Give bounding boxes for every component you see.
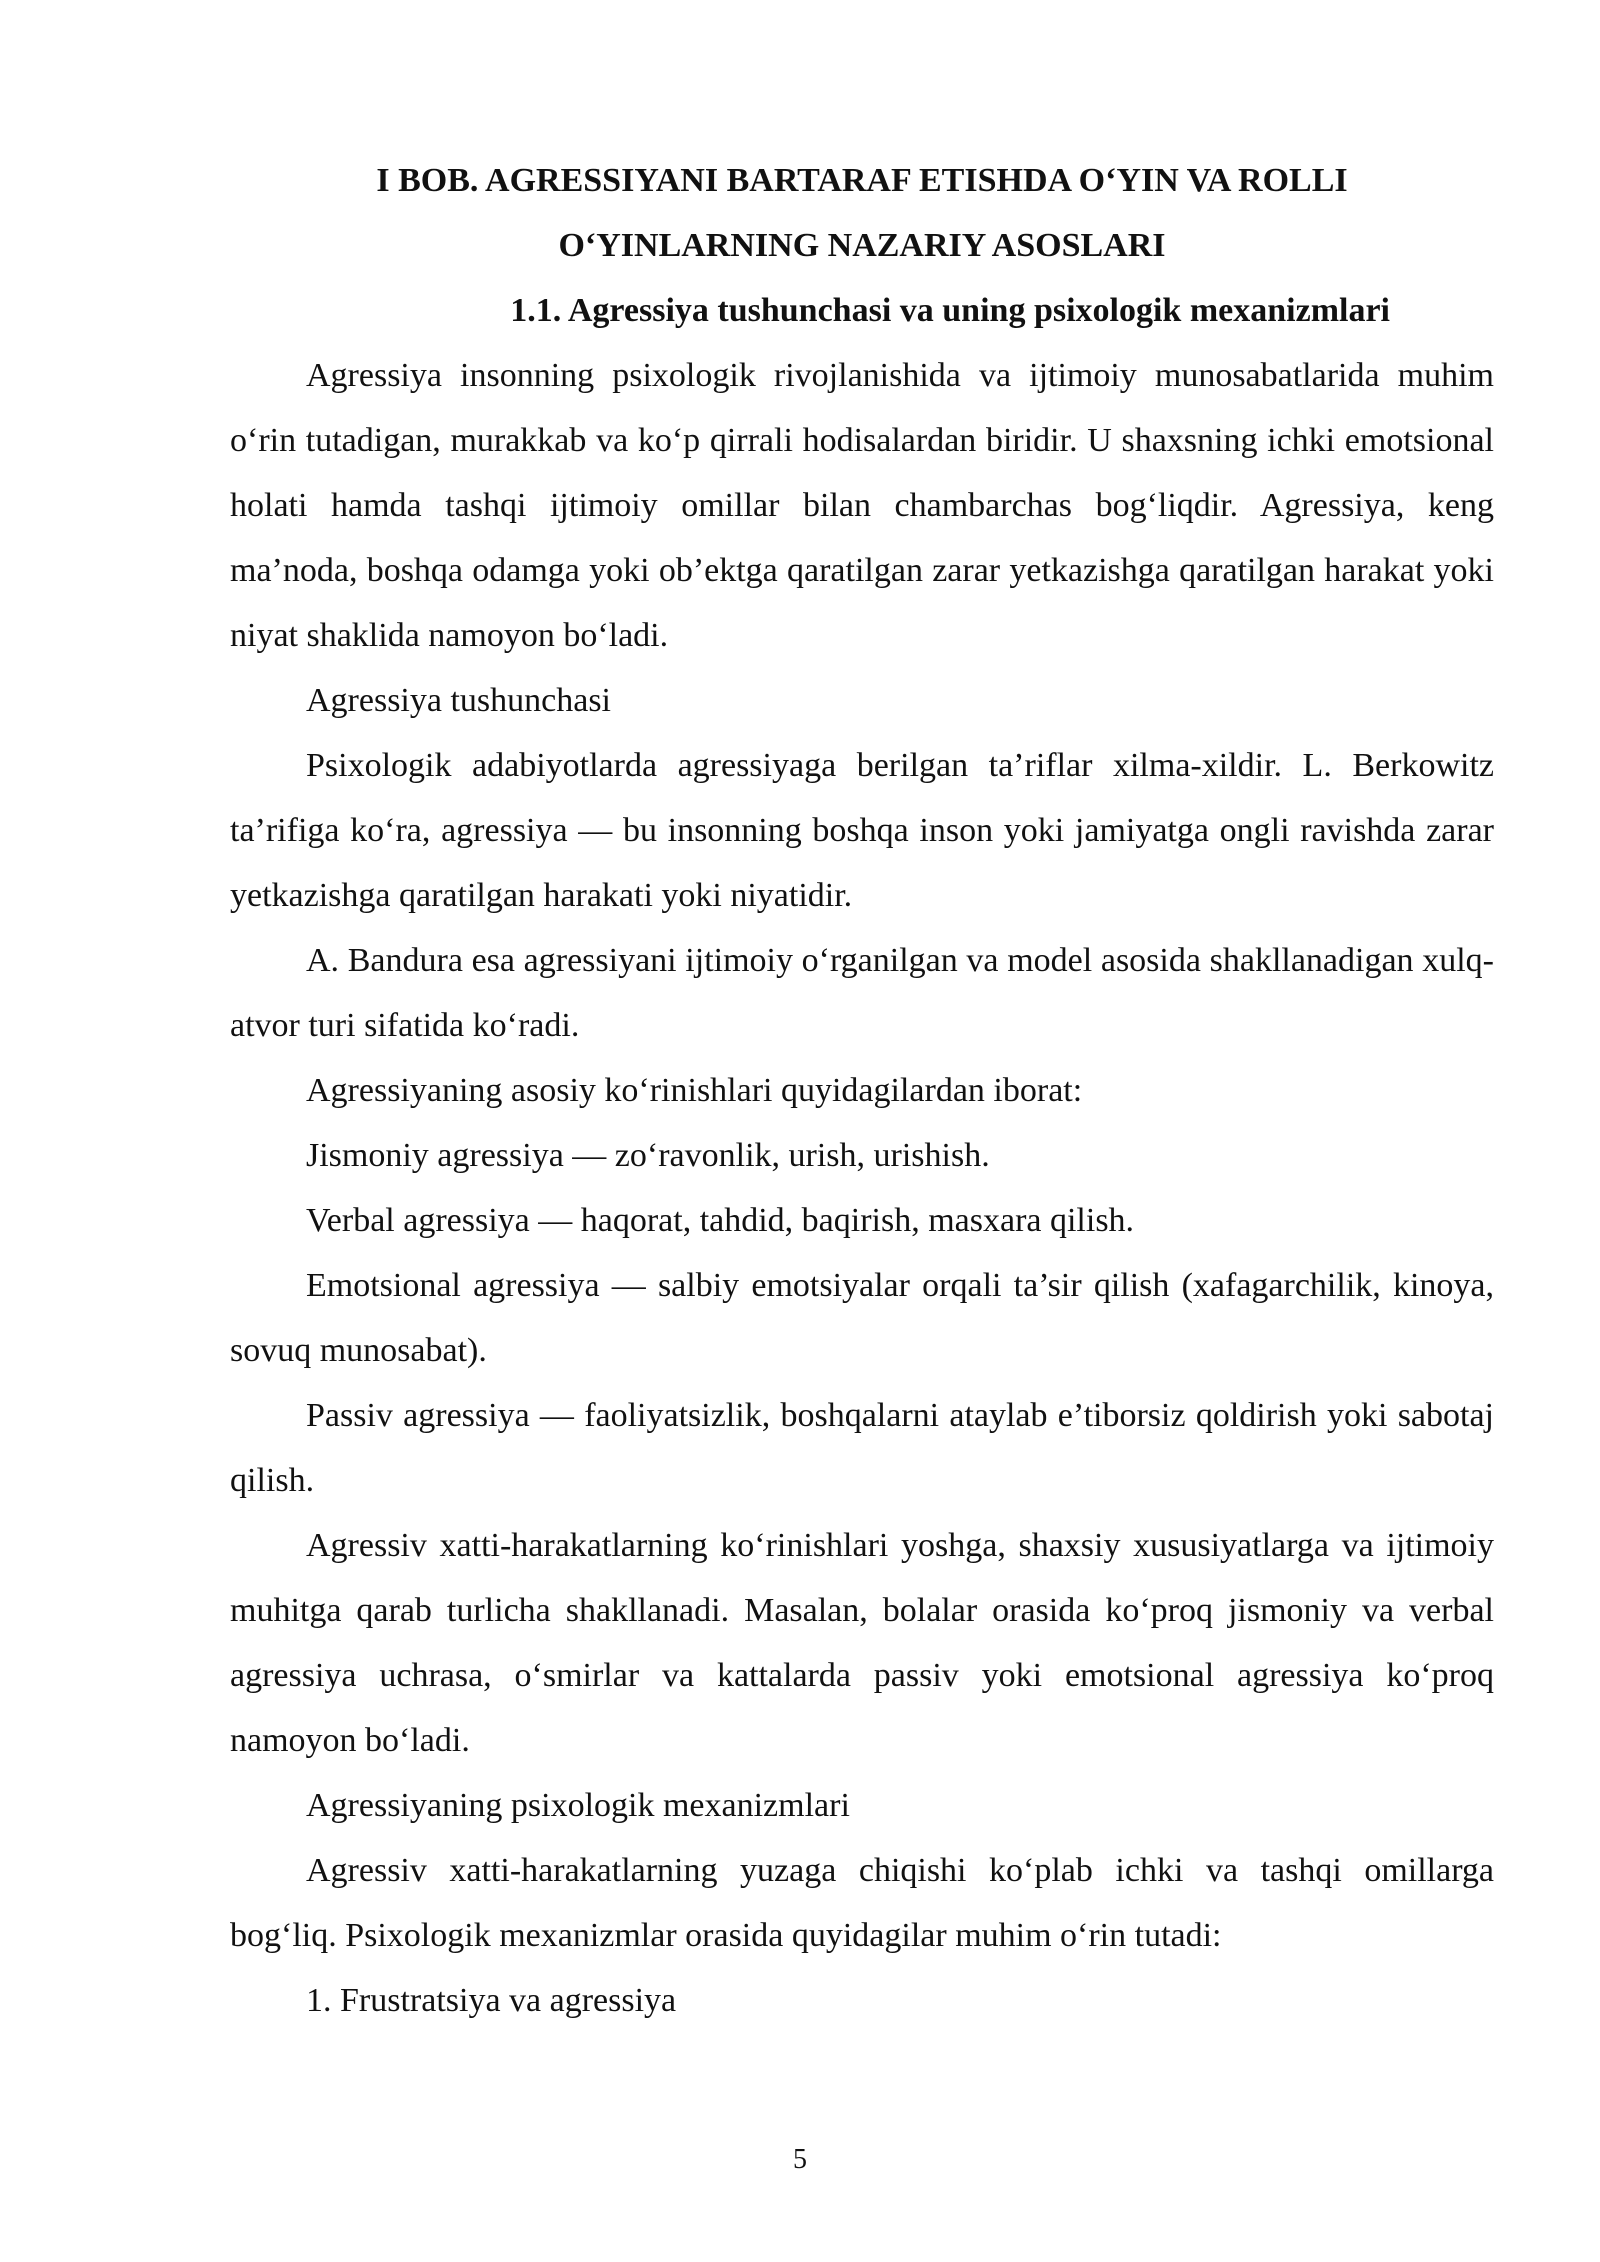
chapter-title-line-1: I BOB. AGRESSIYANI BARTARAF ETISHDA O‘YIN VA ROLLI <box>376 162 1348 199</box>
paragraph-physical-aggression: Jismoniy agressiya — zo‘ravonlik, urish, urishish. <box>306 1137 990 1174</box>
paragraph-berkowitz: Psixologik adabiyotlarda agressiyaga berilgan ta’riflar xilma-xildir. L. Berkowitz ta’rifiga ko‘ra, agressiya — bu insonning boshqa inson yoki jamiyatga ongli ravishda zarar yetkazishga qaratilgan harakati yoki niyatidir. <box>230 747 1494 914</box>
paragraph-mechanisms-intro: Agressiv xatti-harakatlarning yuzaga chiqishi ko‘plab ichki va tashqi omillarga bog‘liq. Psixologik mexanizmlar orasida quyidagilar muhim o‘rin tutadi: <box>230 1852 1494 1954</box>
paragraph-intro: Agressiya insonning psixologik rivojlanishida va ijtimoiy munosabatlarida muhim o‘rin tutadigan, murakkab va ko‘p qirrali hodisalardan biridir. U shaxsning ichki emotsional holati hamda tashqi ijtimoiy omillar bilan chambarchas bog‘liqdir. Agressiya, keng ma’noda, boshqa odamga yoki ob’ektga qaratilgan zarar yetkazishga qaratilgan harakat yoki niyat shaklida namoyon bo‘ladi. <box>230 357 1494 654</box>
paragraph-subheading-mechanisms: Agressiyaning psixologik mexanizmlari <box>306 1787 850 1824</box>
page-number: 5 <box>793 2144 807 2175</box>
chapter-title-line-2: O‘YINLARNING NAZARIY ASOSLARI <box>558 227 1166 264</box>
paragraph-emotional-aggression: Emotsional agressiya — salbiy emotsiyalar orqali ta’sir qilish (xafagarchilik, kinoya, sovuq munosabat). <box>230 1267 1494 1369</box>
paragraph-bandura: A. Bandura esa agressiyani ijtimoiy o‘rganilgan va model asosida shakllanadigan xulq-atvor turi sifatida ko‘radi. <box>230 942 1494 1044</box>
paragraph-verbal-aggression: Verbal agressiya — haqorat, tahdid, baqirish, masxara qilish. <box>306 1202 1135 1239</box>
paragraph-list-item-1: 1. Frustratsiya va agressiya <box>306 1982 677 2019</box>
paragraph-subheading-concept: Agressiya tushunchasi <box>306 682 612 719</box>
page-content <box>230 148 1494 2033</box>
section-title: 1.1. Agressiya tushunchasi va uning psixologik mexanizmlari <box>510 292 1390 329</box>
paragraph-forms-intro: Agressiyaning asosiy ko‘rinishlari quyidagilardan iborat: <box>306 1072 1083 1109</box>
paragraph-passive-aggression: Passiv agressiya — faoliyatsizlik, boshqalarni ataylab e’tiborsiz qoldirish yoki sabotaj qilish. <box>230 1397 1494 1499</box>
paragraph-manifestations: Agressiv xatti-harakatlarning ko‘rinishlari yoshga, shaxsiy xususiyatlarga va ijtimoiy muhitga qarab turlicha shakllanadi. Masalan, bolalar orasida ko‘proq jismoniy va verbal agressiya uchrasa, o‘smirlar va kattalarda passiv yoki emotsional agressiya ko‘proq namoyon bo‘ladi. <box>230 1527 1494 1759</box>
